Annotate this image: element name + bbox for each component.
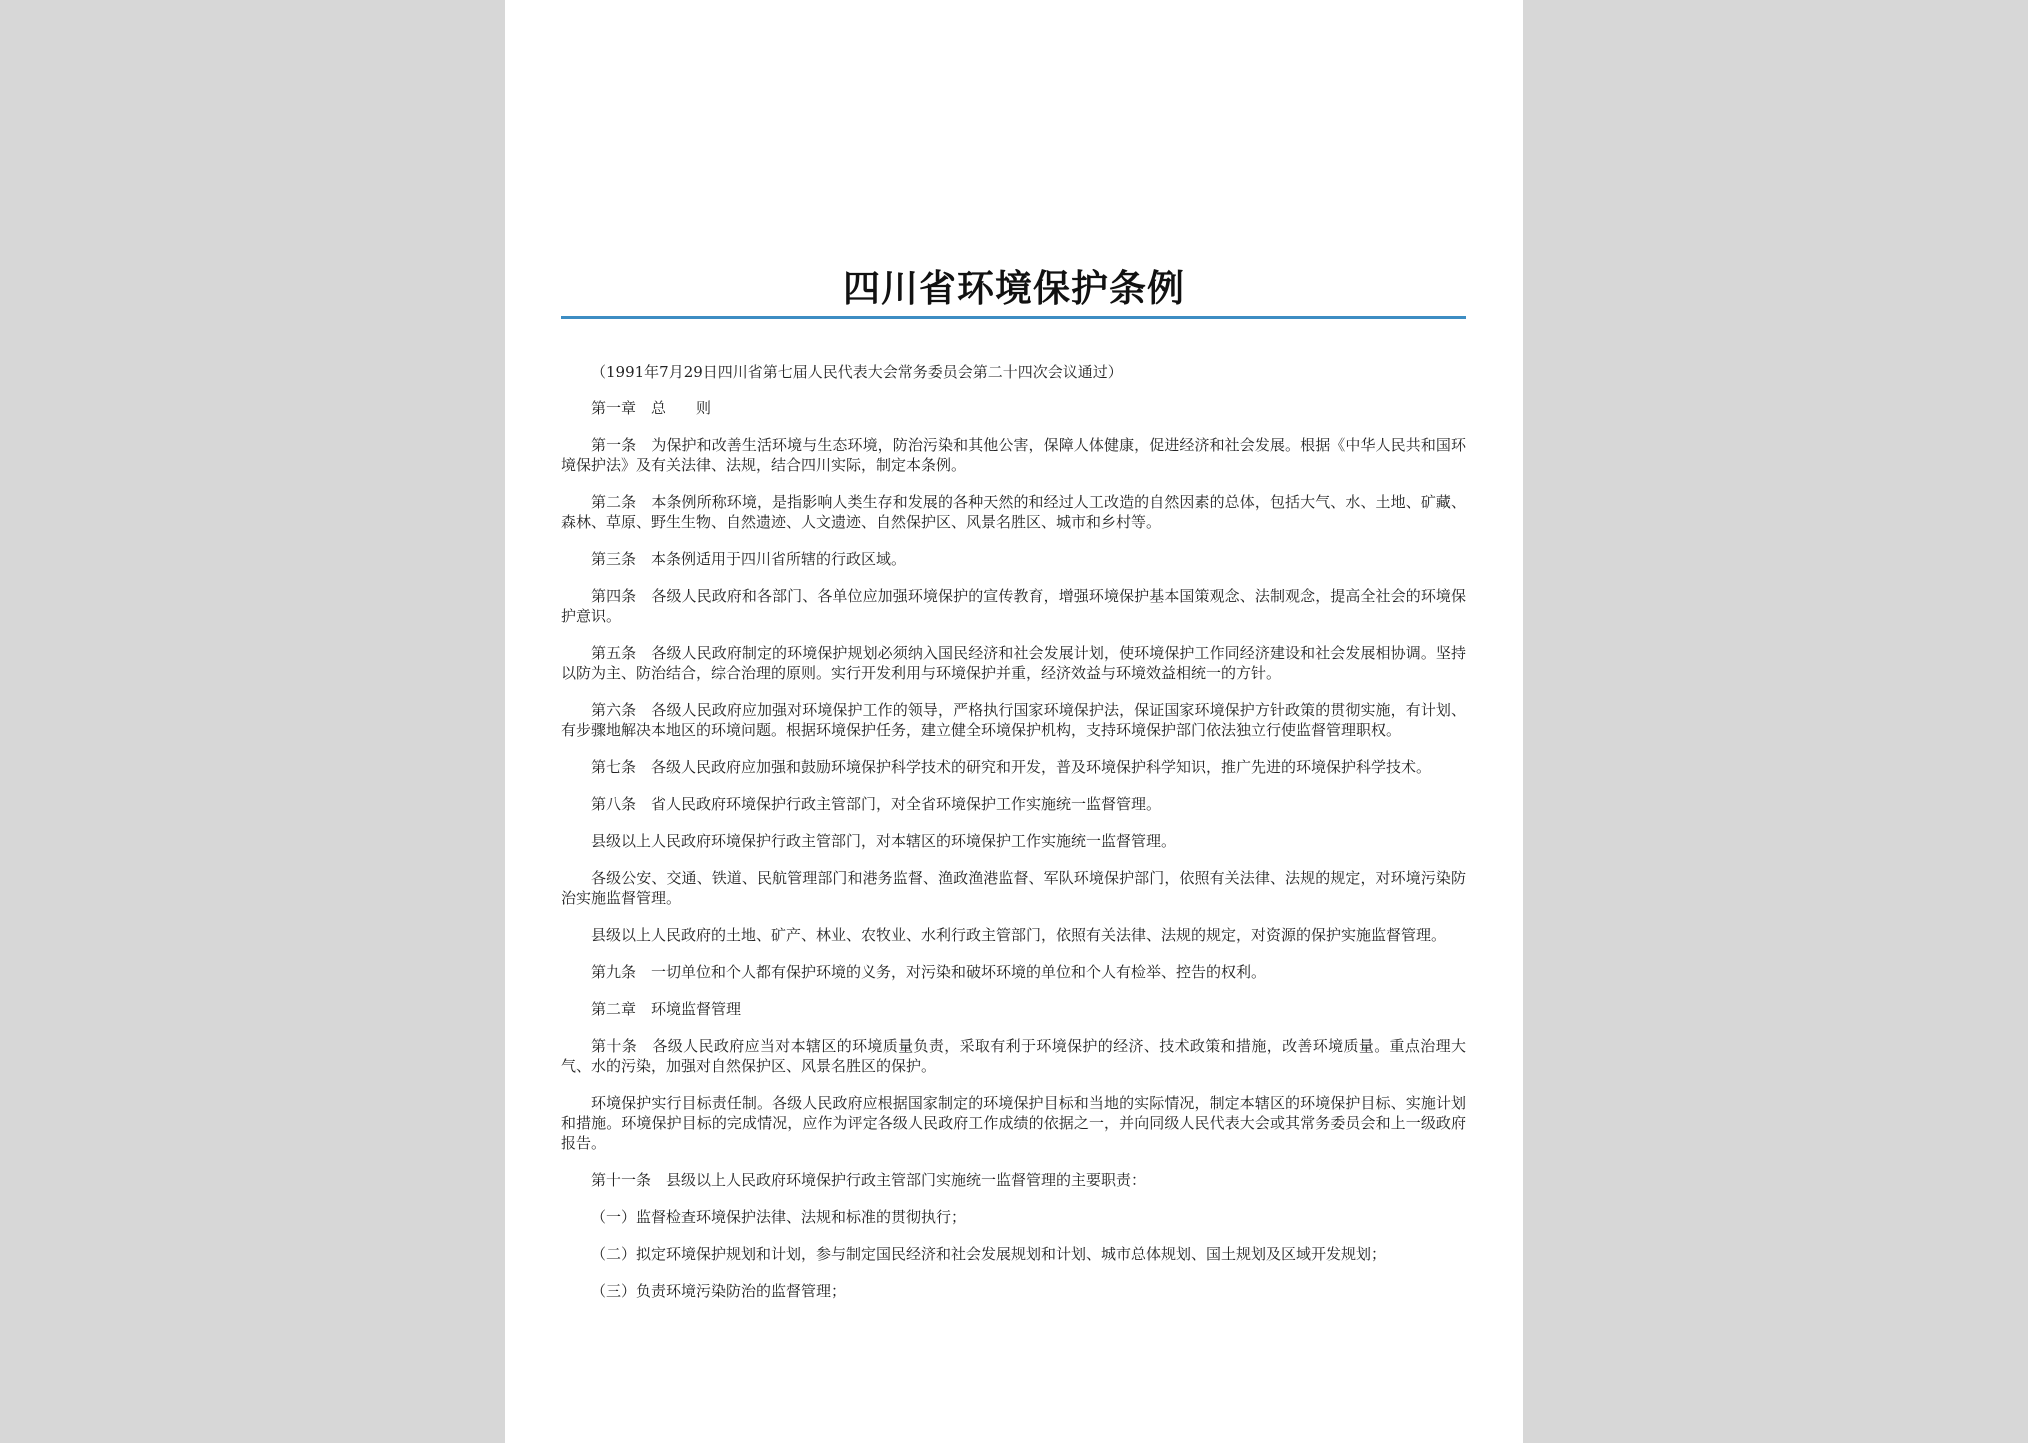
page-title: 四川省环境保护条例 [843, 266, 1185, 310]
list-item: （二）拟定环境保护规划和计划，参与制定国民经济和社会发展规划和计划、城市总体规划、国土规划及区域开发规划； [591, 1245, 1387, 1263]
document-body [561, 362, 1466, 1318]
article-paragraph: 第十条 各级人民政府应当对本辖区的环境质量负责，采取有利于环境保护的经济、技术政策和措施，改善环境质量。重点治理大气、水的污染，加强对自然保护区、风景名胜区的保护。 [561, 1037, 1466, 1075]
chapter-heading: 第二章 环境监督管理 [591, 1000, 742, 1018]
article-paragraph: 第四条 各级人民政府和各部门、各单位应加强环境保护的宣传教育，增强环境保护基本国策观念、法制观念，提高全社会的环境保护意识。 [561, 587, 1466, 625]
article-paragraph: 第一条 为保护和改善生活环境与生态环境，防治污染和其他公害，保障人体健康，促进经济和社会发展。根据《中华人民共和国环境保护法》及有关法律、法规，结合四川实际，制定本条例。 [561, 436, 1466, 474]
article-paragraph: 县级以上人民政府环境保护行政主管部门，对本辖区的环境保护工作实施统一监督管理。 [591, 832, 1177, 850]
title-divider [561, 316, 1466, 319]
article-paragraph: 第五条 各级人民政府制定的环境保护规划必须纳入国民经济和社会发展计划，使环境保护工作同经济建设和社会发展相协调。坚持以防为主、防治结合，综合治理的原则。实行开发利用与环境保护并重，经济效益与环境效益相统一的方针。 [561, 644, 1466, 682]
article-paragraph: 第六条 各级人民政府应加强对环境保护工作的领导，严格执行国家环境保护法，保证国家环境保护方针政策的贯彻实施，有计划、有步骤地解决本地区的环境问题。根据环境保护任务，建立健全环境保护机构，支持环境保护部门依法独立行使监督管理职权。 [561, 701, 1466, 739]
article-paragraph: 第九条 一切单位和个人都有保护环境的义务，对污染和破坏环境的单位和个人有检举、控告的权利。 [591, 963, 1267, 981]
article-paragraph: 第七条 各级人民政府应加强和鼓励环境保护科学技术的研究和开发，普及环境保护科学知识，推广先进的环境保护科学技术。 [591, 758, 1432, 776]
document-page [505, 0, 1523, 1443]
chapter-heading: 第一章 总 则 [591, 399, 712, 417]
list-item: （一）监督检查环境保护法律、法规和标准的贯彻执行； [591, 1208, 967, 1226]
article-paragraph: 第八条 省人民政府环境保护行政主管部门，对全省环境保护工作实施统一监督管理。 [591, 795, 1162, 813]
adoption-note: （1991年7月29日四川省第七届人民代表大会常务委员会第二十四次会议通过） [591, 363, 1123, 381]
article-paragraph: 第十一条 县级以上人民政府环境保护行政主管部门实施统一监督管理的主要职责： [591, 1171, 1147, 1189]
list-item: （三）负责环境污染防治的监督管理； [591, 1282, 847, 1300]
article-paragraph: 第二条 本条例所称环境，是指影响人类生存和发展的各种天然的和经过人工改造的自然因素的总体，包括大气、水、土地、矿藏、森林、草原、野生生物、自然遗迹、人文遗迹、自然保护区、风景名胜区、城市和乡村等。 [561, 493, 1466, 531]
article-paragraph: 县级以上人民政府的土地、矿产、林业、农牧业、水利行政主管部门，依照有关法律、法规的规定，对资源的保护实施监督管理。 [591, 926, 1447, 944]
article-paragraph: 环境保护实行目标责任制。各级人民政府应根据国家制定的环境保护目标和当地的实际情况，制定本辖区的环境保护目标、实施计划和措施。环境保护目标的完成情况，应作为评定各级人民政府工作成绩的依据之一，并向同级人民代表大会或其常务委员会和上一级政府报告。 [561, 1094, 1466, 1152]
article-paragraph: 第三条 本条例适用于四川省所辖的行政区域。 [591, 550, 907, 568]
article-paragraph: 各级公安、交通、铁道、民航管理部门和港务监督、渔政渔港监督、军队环境保护部门，依照有关法律、法规的规定，对环境污染防治实施监督管理。 [561, 869, 1466, 907]
